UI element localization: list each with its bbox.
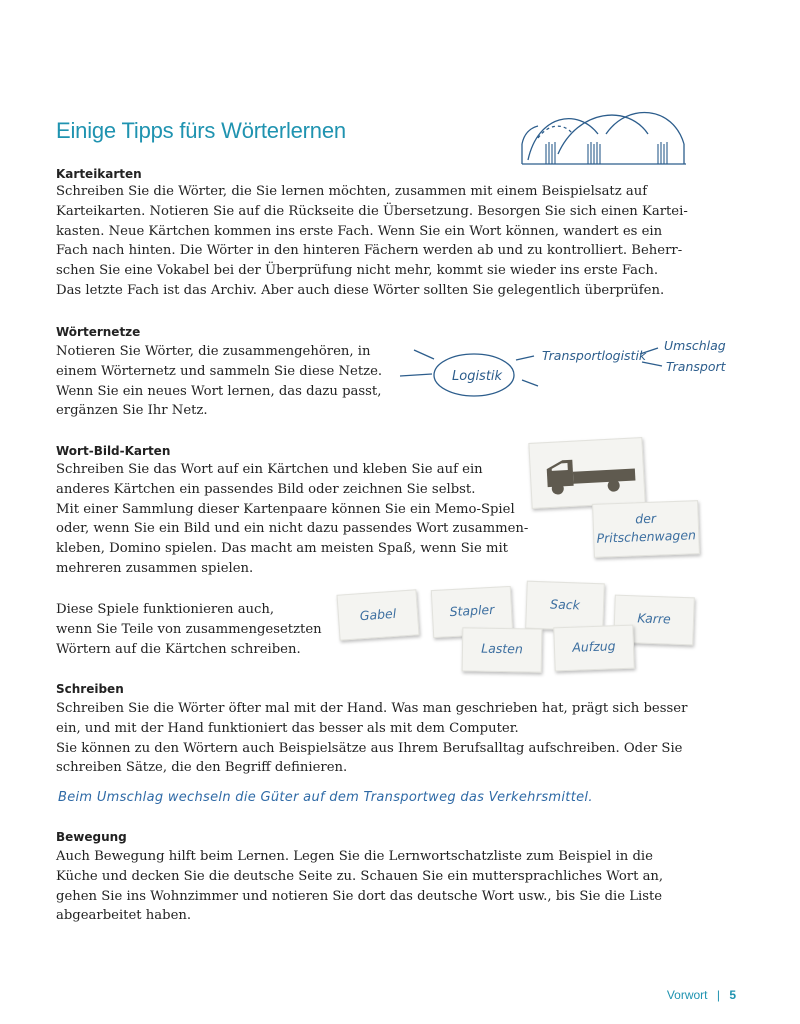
flatbed-truck-icon — [542, 450, 638, 497]
wordnet-center: Logistik — [452, 369, 503, 384]
paragraph-woerternetze: Notieren Sie Wörter, die zusammengehören, in einem Wörternetz und sammeln Sie diese Netze. Wenn Sie ein neues Wort lernen, das dazu passt, ergänzen Sie Ihr Netz. — [56, 344, 383, 419]
footer-label: Vorwort — [666, 988, 708, 1002]
wordnet-leaf-1: Umschlag — [664, 338, 726, 353]
word-net-diagram — [396, 330, 726, 402]
heading-wortbild: Wort-Bild-Karten — [56, 444, 171, 458]
heading-schreiben: Schreiben — [56, 682, 124, 696]
wordnet-branch: Transportlogistik — [542, 348, 647, 363]
wordnet-leaf-2: Transport — [666, 359, 726, 374]
word-card-gabel: Gabel — [336, 589, 419, 640]
heading-woerternetze: Wörternetze — [56, 325, 141, 339]
word-card-stapler: Stapler — [431, 586, 513, 638]
paragraph-wortbild: Schreiben Sie das Wort auf ein Kärtchen und kleben Sie auf ein anderes Kärtchen ein passendes Bild oder zeichnen Sie selbst. Mit einer Sammlung dieser Kartenpaare können Sie ein Memo-Spiel oder, wenn Sie ein Bild und ein nicht dazu passendes Wort zusammen- kleben, Domino spielen. Das macht am meisten Spaß, wenn Sie mit mehreren zusammen spielen. — [56, 462, 529, 576]
word-card-karre: Karre — [613, 595, 695, 646]
word-card-sack: Sack — [525, 581, 605, 632]
paragraph-karteikarten: Schreiben Sie die Wörter, die Sie lernen möchten, zusammen mit einem Beispielsatz auf Karteikarten. Notieren Sie auf die Rückseite die Übersetzung. Besorgen Sie sich einen Kartei- kasten. Neue Kärtchen kommen ins erste Fach. Wenn Sie ein Wort können, wandert es ein Fach nach hinten. Die Wörter in den hinteren Fächern werden ab und zu kontrolliert. Beherr- schen Sie eine Vokabel bei der Überprüfung nicht mehr, kommt sie wieder ins erste Fach. Das letzte Fach ist das Archiv. Aber auch diese Wörter sollten Sie gelegentlich überprüfen. — [56, 184, 688, 298]
paragraph-wortbild-2: Diese Spiele funktionieren auch, wenn Sie Teile von zusammengesetzten Wörtern auf die Kärtchen schreiben. — [56, 602, 322, 657]
footer-separator: | — [716, 988, 720, 1002]
truck-word-card — [592, 500, 700, 558]
truck-picture-card — [528, 437, 645, 509]
card-file-box-sketch-icon — [518, 104, 690, 168]
heading-bewegung: Bewegung — [56, 830, 127, 844]
page-number: 5 — [729, 988, 736, 1002]
page-footer — [667, 988, 736, 1002]
truck-card-noun: Pritschenwagen — [596, 527, 697, 546]
page-title: Einige Tipps fürs Wörterlernen — [56, 118, 346, 143]
paragraph-schreiben: Schreiben Sie die Wörter öfter mal mit der Hand. Was man geschrieben hat, prägt sich besser ein, und mit der Hand funktioniert das besser als mit dem Computer. Sie können zu den Wörtern auch Beispielsätze aus Ihrem Berufsalltag aufschreiben. Oder Sie schreiben Sätze, die den Begriff definieren. — [56, 701, 688, 776]
word-card-aufzug: Aufzug — [553, 625, 634, 672]
paragraph-bewegung: Auch Bewegung hilft beim Lernen. Legen Sie die Lernwortschatzliste zum Beispiel in die Küche und decken Sie die deutsche Seite zu. Schauen Sie ein muttersprachliches Wort an, gehen Sie ins Wohnzimmer und notieren Sie dort das deutsche Wort usw., bis Sie die Liste abgearbeitet haben. — [56, 849, 664, 924]
handwritten-example: Beim Umschlag wechseln die Güter auf dem Transportweg das Verkehrsmittel. — [58, 790, 593, 805]
word-card-lasten: Lasten — [462, 627, 543, 672]
truck-card-article: der — [634, 510, 657, 527]
heading-karteikarten: Karteikarten — [56, 167, 142, 181]
